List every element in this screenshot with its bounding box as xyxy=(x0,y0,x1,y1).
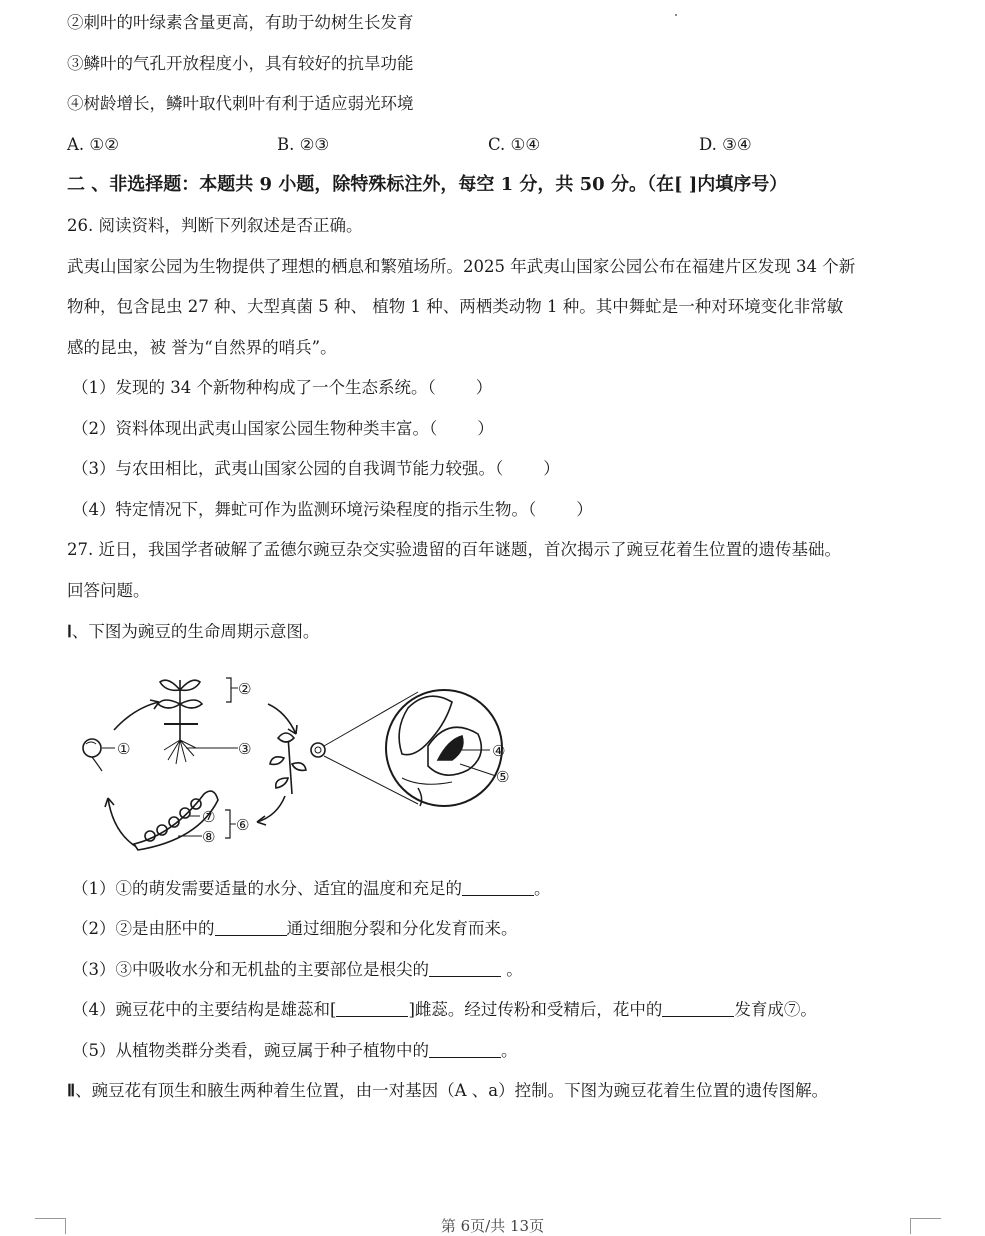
part-text: 、下图为豌豆的生命周期示意图。 xyxy=(71,622,320,641)
q26-item-text: （1）发现的 34 个新物种构成了一个生态系统。（ xyxy=(72,378,436,397)
q27-question-2 xyxy=(72,918,518,940)
magnified-flower-icon xyxy=(386,690,502,806)
q26-item-paren: ） xyxy=(576,500,593,519)
question-text: 。 xyxy=(501,1041,518,1060)
q26-item-2 xyxy=(72,418,494,440)
question-text: 发育成⑦。 xyxy=(734,1000,817,1019)
q27-question-5 xyxy=(72,1040,518,1062)
question-text: （3）③中吸收水分和无机盐的主要部位是根尖的 xyxy=(72,960,429,979)
label-2: ② xyxy=(238,680,252,698)
answer-blank[interactable] xyxy=(429,959,501,977)
seed-icon xyxy=(83,739,102,771)
roman-numeral: Ⅰ xyxy=(67,622,72,641)
q26-passage-line: 武夷山国家公园为生物提供了理想的栖息和繁殖场所。2025 年武夷山国家公园公布在福建片区发现 34 个新 xyxy=(67,257,856,276)
q26-item-text: （3）与农田相比，武夷山国家公园的自我调节能力较强。（ xyxy=(72,459,504,478)
question-text: （2）②是由胚中的 xyxy=(72,919,215,938)
page-number: 第 6页/共 13页 xyxy=(440,1217,545,1235)
seedling-icon xyxy=(158,680,202,764)
scan-speck xyxy=(675,14,677,16)
q26-item-1 xyxy=(72,377,492,399)
option-c: C. ①④ xyxy=(488,135,541,154)
option-b: B. ②③ xyxy=(277,135,330,154)
question-text: （5）从植物类群分类看，豌豆属于种子植物中的 xyxy=(72,1041,429,1060)
statement-2: ②刺叶的叶绿素含量更高，有助于幼树生长发育 xyxy=(67,13,414,32)
answer-blank[interactable] xyxy=(662,999,734,1017)
label-1: ① xyxy=(117,740,131,758)
label-8: ⑧ xyxy=(202,828,216,846)
q26-item-text: （2）资料体现出武夷山国家公园生物种类丰富。（ xyxy=(72,419,438,438)
q26-stem: 26. 阅读资料，判断下列叙述是否正确。 xyxy=(67,216,363,235)
question-text: 通过细胞分裂和分化发育而来。 xyxy=(286,919,518,938)
q26-item-text: （4）特定情况下，舞虻可作为监测环境污染程度的指示生物。（ xyxy=(72,500,537,519)
q26-item-paren: ） xyxy=(477,419,494,438)
question-text: （1）①的萌发需要适量的水分、适宜的温度和充足的 xyxy=(72,879,462,898)
answer-blank[interactable] xyxy=(429,1040,501,1058)
label-3: ③ xyxy=(238,740,252,758)
q27-stem-line: 回答问题。 xyxy=(67,581,150,600)
label-6: ⑥ xyxy=(236,816,250,834)
answer-blank[interactable] xyxy=(215,918,287,936)
section-heading: 二 、非选择题：本题共 9 小题，除特殊标注外，每空 1 分，共 50 分。（在[ ]内填序号） xyxy=(67,174,788,195)
part-text: 、豌豆花有顶生和腋生两种着生位置，由一对基因（A 、a）控制。下图为豌豆花着生位置的遗传图解。 xyxy=(75,1081,829,1100)
question-text: ]雌蕊。经过传粉和受精后，花中的 xyxy=(408,1000,663,1019)
q26-item-paren: ） xyxy=(543,459,560,478)
q27-part2-intro xyxy=(67,1080,828,1102)
q27-stem-line: 27. 近日，我国学者破解了孟德尔豌豆杂交实验遗留的百年谜题，首次揭示了豌豆花着生位置的遗传基础。 xyxy=(67,540,841,559)
statement-3: ③鳞叶的气孔开放程度小，具有较好的抗旱功能 xyxy=(67,54,414,73)
q27-part1-intro xyxy=(67,621,319,643)
q26-passage-line: 感的昆虫，被 誉为“自然界的哨兵”。 xyxy=(67,338,337,357)
question-text: （4）豌豆花中的主要结构是雄蕊和[ xyxy=(72,1000,337,1019)
option-a: A. ①② xyxy=(67,135,119,154)
pea-life-cycle-diagram xyxy=(78,668,528,858)
label-7: ⑦ xyxy=(202,808,216,826)
q26-item-3 xyxy=(72,458,560,480)
q27-question-4 xyxy=(72,999,817,1021)
flowering-plant-icon xyxy=(270,733,325,794)
roman-numeral: Ⅱ xyxy=(67,1081,76,1100)
q27-question-3 xyxy=(72,959,523,981)
q26-passage-line: 物种，包含昆虫 27 种、大型真菌 5 种、 植物 1 种、两栖类动物 1 种。其中舞虻是一种对环境变化非常敏 xyxy=(67,297,844,316)
label-5: ⑤ xyxy=(496,768,510,786)
q27-question-1 xyxy=(72,878,551,900)
answer-blank[interactable] xyxy=(336,999,408,1017)
question-text: 。 xyxy=(501,960,523,979)
cycle-arrow xyxy=(268,704,296,734)
cycle-arrow xyxy=(114,702,159,730)
cycle-arrow xyxy=(108,798,138,848)
q26-item-paren: ） xyxy=(475,378,493,397)
q26-item-4 xyxy=(72,499,593,521)
statement-4: ④树龄增长，鳞叶取代刺叶有利于适应弱光环境 xyxy=(67,94,414,113)
label-4: ④ xyxy=(492,742,506,760)
answer-blank[interactable] xyxy=(462,878,534,896)
question-text: 。 xyxy=(534,879,551,898)
option-d: D. ③④ xyxy=(699,135,752,154)
